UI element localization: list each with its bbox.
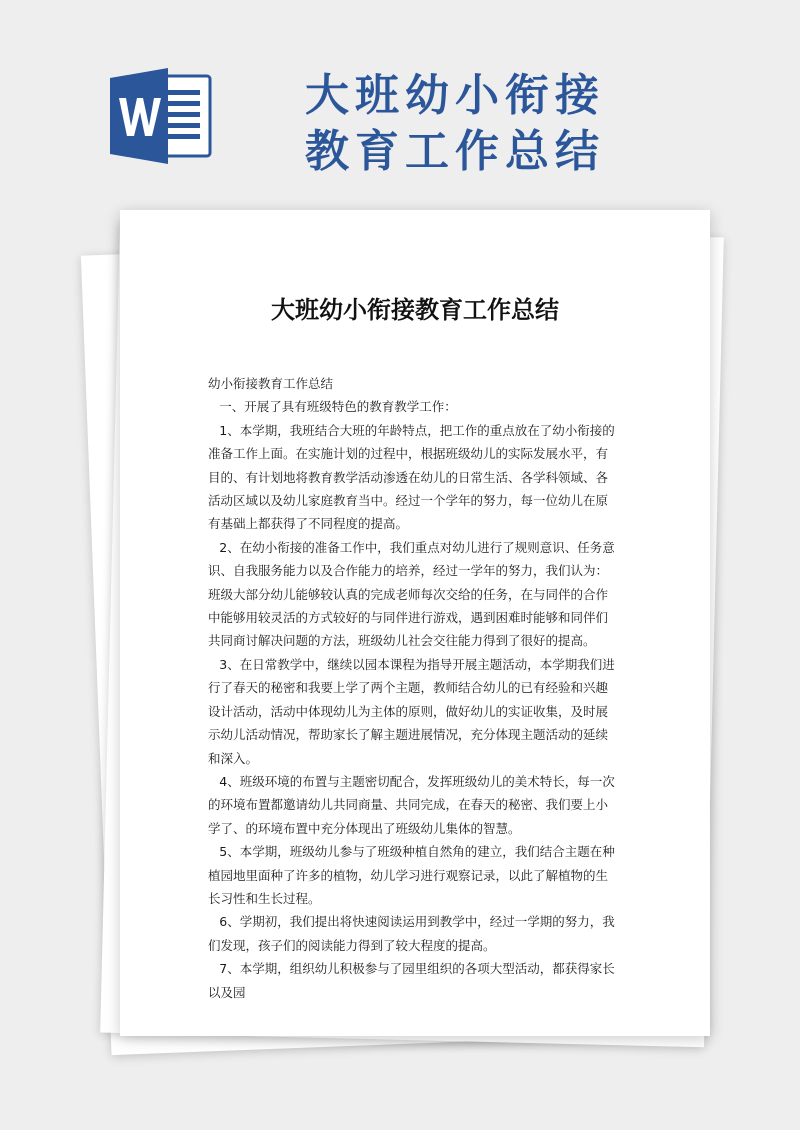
- word-document-icon: [110, 68, 214, 164]
- paragraph: 5、本学期，班级幼儿参与了班级种植自然角的建立，我们结合主题在种植园地里面种了许多的植物，幼儿学习进行观察记录，以此了解植物的生长习性和生长过程。: [208, 844, 615, 906]
- page-heading: [305, 68, 725, 180]
- heading-line-2: 教育工作总结: [305, 126, 605, 177]
- document-page: [120, 210, 710, 1036]
- paragraph: 2、在幼小衔接的准备工作中，我们重点对幼儿进行了规则意识、任务意识、自我服务能力以及合作能力的培养，经过一学年的努力，我们认为：班级大部分幼儿能够较认真的完成老师每次交给的任务，在与同伴的合作中能够用较灵活的方式较好的与同伴进行游戏，遇到困难时能够和同伴们共同商讨解决问题的方法，班级幼儿社会交往能力得到了很好的提高。: [208, 539, 615, 649]
- document-body: [208, 372, 620, 1004]
- document-title: 大班幼小衔接教育工作总结: [271, 296, 559, 324]
- heading-line-1: 大班幼小衔接: [305, 70, 605, 121]
- paragraph: 4、班级环境的布置与主题密切配合，发挥班级幼儿的美术特长，每一次的环境布置都邀请幼儿共同商量、共同完成，在春天的秘密、我们要上小学了、的环境布置中充分体现出了班级幼儿集体的智慧。: [208, 773, 615, 836]
- paragraph: 3、在日常教学中，继续以园本课程为指导开展主题活动，本学期我们进行了春天的秘密和我要上学了两个主题，教师结合幼儿的已有经验和兴趣设计活动，活动中体现幼儿为主体的原则，做好幼儿的实证收集，及时展示幼儿活动情况，帮助家长了解主题进展情况，充分体现主题活动的延续和深入。: [208, 656, 615, 766]
- paragraph: 1、本学期，我班结合大班的年龄特点，把工作的重点放在了幼小衔接的准备工作上面。在实施计划的过程中，根据班级幼儿的实际发展水平，有目的、有计划地将教育教学活动渗透在幼儿的日常生活、各学科领域、各活动区域以及幼儿家庭教育当中。经过一个学年的努力，每一位幼儿在原有基础上都获得了不同程度的提高。: [208, 422, 615, 532]
- paragraph: 7、本学期，组织幼儿积极参与了园里组织的各项大型活动，都获得家长以及园: [208, 961, 615, 1000]
- paragraph: 幼小衔接教育工作总结: [208, 376, 334, 391]
- paragraph: 一、开展了具有班级特色的教育教学工作：: [219, 399, 457, 415]
- paragraph: 6、学期初，我们提出将快速阅读运用到教学中，经过一学期的努力，我们发现，孩子们的阅读能力得到了较大程度的提高。: [208, 914, 615, 953]
